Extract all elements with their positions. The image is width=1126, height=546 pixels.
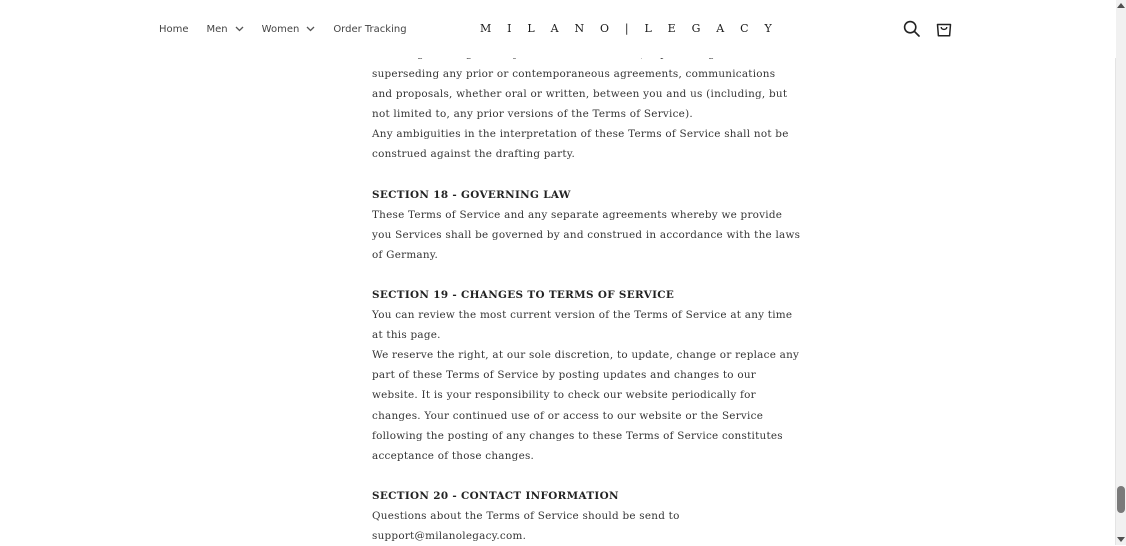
section-heading: SECTION 19 - CHANGES TO TERMS OF SERVICE [372, 289, 675, 301]
site-logo[interactable]: M I L A N O | L E G A C Y [480, 22, 778, 35]
text-line: and proposals, whether oral or written, between you and us (including, but [372, 88, 788, 101]
main-nav [159, 20, 425, 38]
text-line: Any ambiguities in the interpretation of these Terms of Service shall not be [372, 128, 789, 141]
section-19 [372, 285, 799, 466]
text-line: not limited to, any prior versions of the Terms of Service). [372, 108, 693, 121]
text-line: changes. Your continued use of or access to our website or the Service [372, 409, 764, 422]
support-email: support@milanolegacy.com. [372, 530, 527, 543]
cart-icon [934, 19, 954, 39]
section-18 [372, 185, 800, 265]
nav-home[interactable] [159, 20, 189, 38]
chevron-down-icon [235, 26, 244, 32]
nav-home-label: Home [159, 23, 189, 35]
nav-men[interactable] [207, 20, 244, 38]
text-line: You can review the most current version of the Terms of Service at any time [372, 309, 793, 322]
chevron-down-icon [306, 26, 315, 32]
nav-women[interactable] [262, 20, 316, 38]
text-line: acceptance of those changes. [372, 449, 535, 462]
page-scrollbar[interactable] [1115, 0, 1126, 545]
section-17-partial [372, 44, 789, 165]
text-line: you Services shall be governed by and construed in accordance with the laws [372, 229, 801, 242]
site-header [0, 0, 1116, 58]
text-line: part of these Terms of Service by posting updates and changes to our [372, 369, 757, 382]
terms-content [372, 0, 801, 545]
nav-women-label: Women [261, 23, 300, 35]
text-line: construed against the drafting party. [372, 148, 576, 161]
scroll-down-arrow-icon[interactable] [1117, 537, 1125, 542]
text-line: These Terms of Service and any separate agreements whereby we provide [372, 209, 783, 222]
section-20 [372, 486, 680, 546]
text-line: website. It is your responsibility to check our website periodically for [372, 389, 756, 402]
nav-men-label: Men [206, 23, 228, 35]
section-heading: SECTION 20 - CONTACT INFORMATION [372, 490, 619, 502]
text-line: of Germany. [372, 249, 439, 262]
cart-button[interactable] [934, 19, 954, 39]
nav-order-tracking-label: Order Tracking [333, 23, 407, 35]
text-line: superseding any prior or contemporaneous agreements, communications [372, 68, 776, 81]
nav-order-tracking[interactable] [333, 20, 406, 38]
scroll-up-arrow-icon[interactable] [1117, 3, 1125, 8]
text-line: Questions about the Terms of Service should be send to [372, 510, 680, 523]
scroll-thumb[interactable] [1117, 486, 1125, 513]
text-line: following the posting of any changes to these Terms of Service constitutes [372, 429, 783, 442]
search-button[interactable] [902, 19, 922, 39]
text-line: We reserve the right, at our sole discretion, to update, change or replace any [372, 349, 800, 362]
text-line: at this page. [372, 329, 441, 342]
search-icon [902, 19, 922, 39]
section-heading: SECTION 18 - GOVERNING LAW [372, 189, 571, 201]
